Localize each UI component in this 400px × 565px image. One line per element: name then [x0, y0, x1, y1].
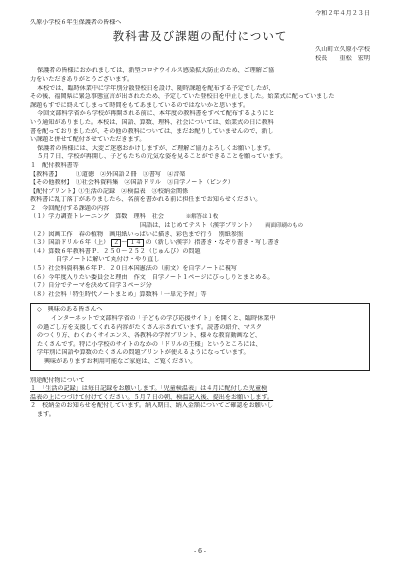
section-heading-tasks: ２ 今回配付する課題の内容: [30, 204, 110, 212]
box-line: の過ごし方を支援してくれる内容がたくさん示されています。読書の紹介、マスク: [37, 323, 262, 331]
info-box: [30, 303, 370, 370]
later-line: ます。: [37, 410, 55, 418]
addressee: 久原小学校６年生保護者の皆様へ: [30, 18, 122, 26]
principal-name: 校長 重松 宏明: [315, 54, 370, 62]
print-list: 【配付プリント】①生活の記録 ②検温表 ③校納金関係: [30, 187, 189, 195]
box-heading: ◇ 興味のある皆さんへ: [37, 306, 103, 314]
intro-line: その後、福岡県に緊急事態宣言が出されたため、予定していた登校日を中止しました。始業式に配っていました: [30, 93, 335, 101]
other-materials-list: 【その他教材】 ①社会科資料集 ②国語ドリル ③自学ノート（ピンク）: [30, 179, 234, 187]
box-line: 興味がありますお利用可能なご家庭は、ご覧ください。: [44, 357, 197, 365]
task-item: （１）学力調査トレーニング 算数 理科 社会 ※解答は１枚: [30, 213, 219, 221]
task-item: （４）算数６年教科書Ｐ．２５０～２５２（じゅんび）の問題: [30, 247, 201, 255]
task-subline: 国語は、はじめてテスト（漢字プリント） 両面印刷のもの: [140, 222, 303, 230]
task-item: （８）社会科「特生時代ノートまとめ」算数科「一単元予習」等: [30, 290, 207, 298]
intro-line: 今回文部科学省から学校が再開される前に、本年度の教科書をすべて配布するようにと: [37, 110, 275, 118]
document-date: 令和２年４月２３日: [315, 10, 370, 17]
drill-range-start: ２: [113, 239, 120, 247]
task-note: ※解答は１枚: [185, 214, 219, 221]
intro-line: 保護者の皆様には、大変ご迷惑おかけしますが、ご理解ご協力よろしくお願いします。: [37, 144, 275, 152]
intro-line: 書を配っておりましたが、その他の教科については、まだお配りしていませんので、新し: [30, 127, 274, 135]
task-subline: 自学ノートに解いて丸付け・やり直し: [56, 256, 160, 264]
intro-line: 課題もすでに終えてしまって時間をもてあましているのではないかと思います。: [30, 101, 250, 109]
task-item: （５）社会科資料集６年Ｐ．２０日本国憲法の（前文）を自学ノートに視写: [30, 265, 238, 273]
box-line: たくさんです。特に小学校のサイトのなかの「ドリルの王様」というところには、: [37, 340, 262, 348]
school-name: 久山町立久原小学校: [315, 46, 370, 54]
task-item: （６）今年度入りたい委員会と理由 作文 自学ノート１ページにびっしりとまとめる。: [30, 273, 274, 281]
intro-line: 保護者の皆様におかれましては、新型コロナウイルス感染拡大防止のため、ご理解ご協: [37, 67, 275, 75]
textbook-list: 【教科書】 ①道徳 ②外国語２冊 ③書写 ④音楽: [30, 170, 186, 178]
intro-line: 本校では、臨時休業中に学年別分散登校日を設け、随時課題を配布する予定でしたが、: [37, 84, 275, 92]
page-title: 教科書及び課題の配付について: [112, 29, 288, 44]
page-number: - 6 -: [194, 548, 206, 555]
intro-line: ５月７日、学校が再開し、子どもたちの元気な姿を見ることができることを願っています。: [37, 153, 287, 161]
task-item: （２）図画工作 春の植物 画用紙いっぱいに描き、彩色まで行う 別紙参照: [30, 230, 244, 238]
drill-range-end: １４: [129, 239, 142, 247]
print-note: 教科書に乱丁落丁がありましたら、名前を書かれる前に担任までお知らせください。: [30, 196, 262, 204]
box-line: のつくり方、わくわくサイエンス、各教科の学習プリント、様々な教育動画など、: [37, 332, 262, 340]
later-line: 温表の上につづけて付けてください。５月７日の朝、検温記入後、提出をお願いします。: [30, 393, 274, 401]
task-item: （７）自分でテーマを決めて自学３ページ分: [30, 282, 152, 290]
later-line: １ 「生活の記録」は毎日記録をお願いします。「児童検温表」は４月に配付した児童検: [30, 385, 268, 393]
intro-paragraph: [30, 67, 370, 162]
intro-line: い課題と併せて配付させていただきます。: [30, 136, 146, 144]
later-line: ２ 校納金のお知らせを配付しています。納入期日、納入金額についてご確認をお願いし: [30, 402, 273, 410]
separate-items-heading: 別途配付物について: [30, 376, 85, 384]
section-heading-textbooks: １ 配付教科書等: [30, 161, 79, 169]
intro-line: 力をいただきありがとうございます。: [30, 75, 134, 83]
task-item: （３）国語ドリル６年（上） ２ ～ １４ の（新しい漢字）指書き・なぞり書き・写し書き: [30, 239, 280, 247]
intro-line: いう通知がありました。本校は、国語、算数、理科、社会については、始業式の日に教科: [30, 118, 274, 126]
box-line: 学年別に国語や算数のたくさんの問題プリントが使えるようになっています。: [37, 349, 250, 357]
box-line: インターネットで文部科学省の「子どもの学び応援サイト」を開くと、臨時休業中: [51, 315, 276, 322]
